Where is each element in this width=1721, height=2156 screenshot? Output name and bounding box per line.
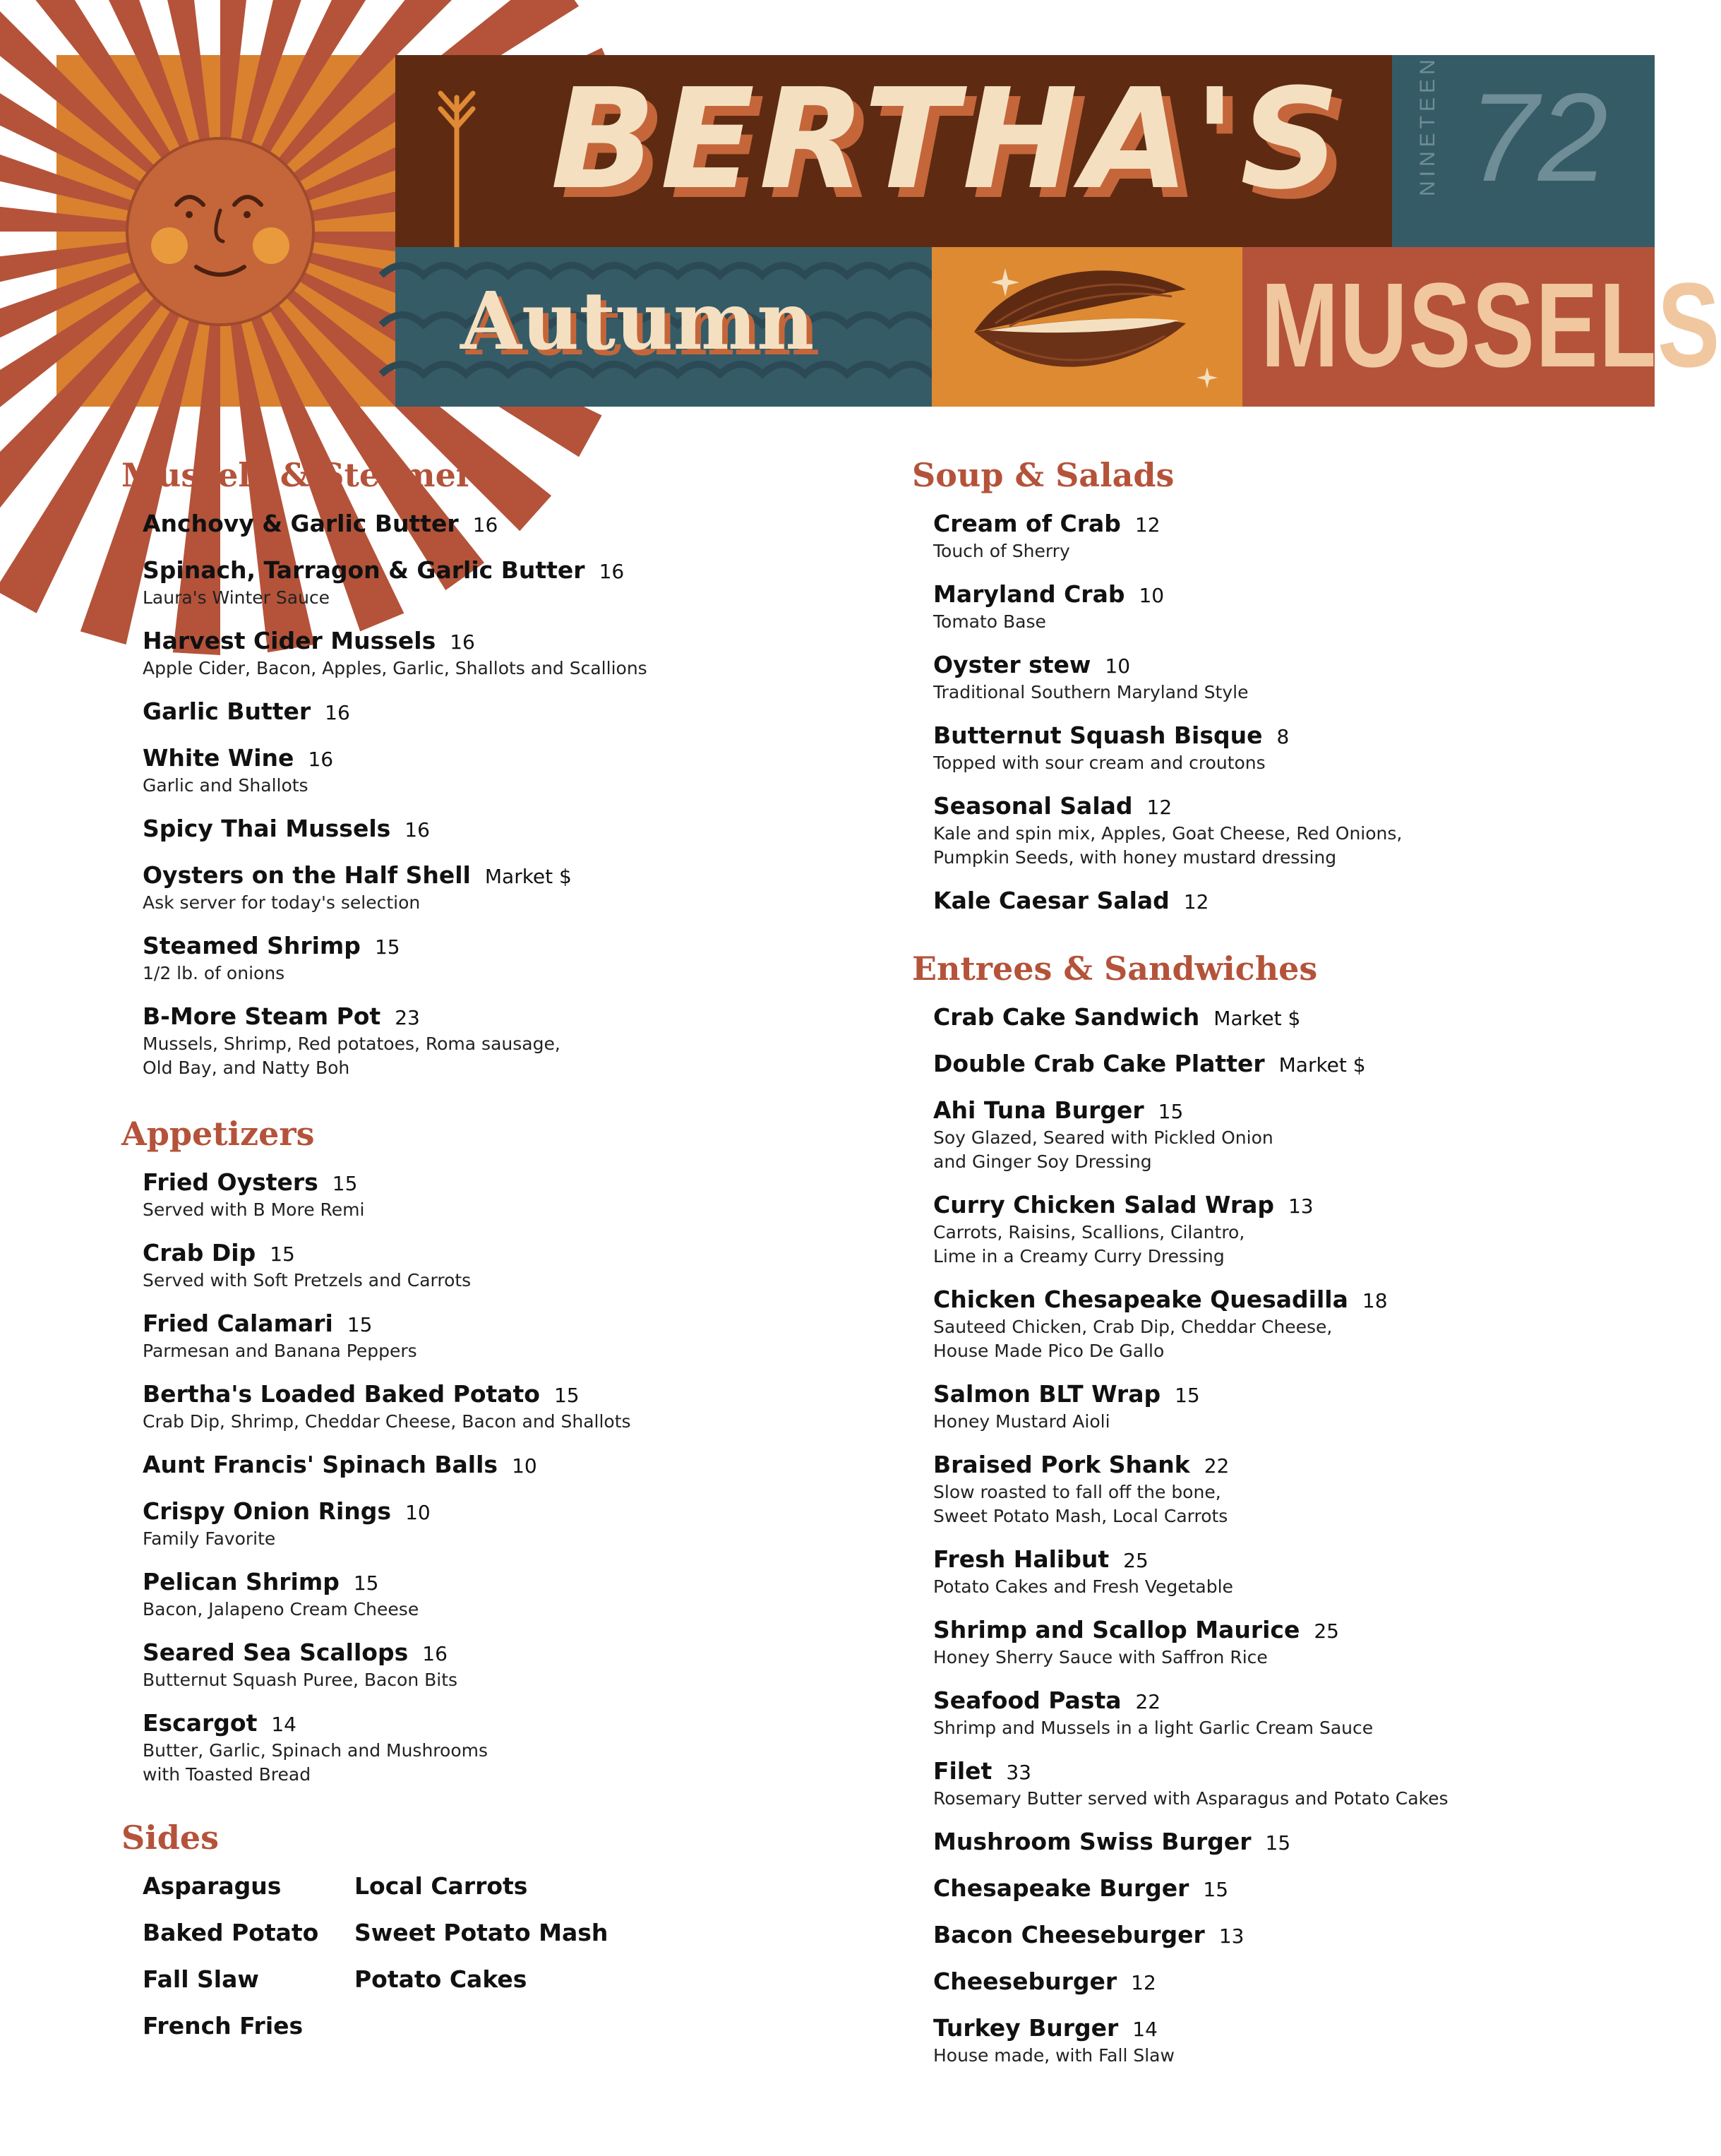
menu-item-aunt-francis-spinach-balls: [143, 1451, 537, 1480]
menu-item-price: 10: [405, 1501, 431, 1524]
menu-item-line: [143, 1002, 560, 1032]
menu-item-price: 12: [1131, 1971, 1156, 1994]
menu-item-line: [143, 1310, 417, 1339]
menu-item-description: Served with B More Remi: [143, 1199, 365, 1220]
menu-item-description: Shrimp and Mussels in a light Garlic Cream Sauce: [933, 1718, 1374, 1738]
menu-item-fried-oysters: [143, 1168, 364, 1222]
menu-item-fried-calamari: [143, 1310, 417, 1363]
menu-item-shrimp-and-scallop-maurice: [933, 1616, 1339, 1670]
menu-item-description: Kale and spin mix, Apples, Goat Cheese, Red Onions,: [933, 823, 1403, 844]
season-label: Autumn: [460, 275, 815, 368]
menu-item-line: [143, 697, 350, 727]
restaurant-name: BERTHA'S: [551, 59, 1344, 220]
menu-item-description: Crab Dip, Shrimp, Cheddar Cheese, Bacon and Shallots: [143, 1411, 631, 1432]
menu-item-price: 15: [353, 1571, 379, 1595]
menu-item-name: B-More Steam Pot: [143, 1002, 381, 1030]
menu-item-name: Aunt Francis' Spinach Balls: [143, 1451, 498, 1478]
brand-panel: [395, 55, 1392, 247]
menu-item-spicy-thai-mussels: [143, 815, 430, 844]
menu-item-name: Harvest Cider Mussels: [143, 627, 436, 654]
menu-item-line: [933, 792, 1402, 822]
menu-item-line: [933, 580, 1164, 610]
menu-item-line: [933, 510, 1161, 539]
wave-panel: [395, 247, 932, 407]
menu-item-price: 16: [404, 818, 430, 842]
menu-item-line: [143, 744, 333, 774]
section-title-sides: Sides: [121, 1819, 220, 1857]
menu-item-name: Fresh Halibut: [933, 1545, 1110, 1573]
menu-item-price: 25: [1314, 1619, 1339, 1643]
menu-item-name: Ahi Tuna Burger: [933, 1096, 1144, 1124]
menu-item-curry-chicken-salad-wrap: [933, 1191, 1314, 1269]
menu-item-chesapeake-burger: [933, 1874, 1228, 1904]
menu-item-description: Rosemary Butter served with Asparagus and Potato Cakes: [933, 1788, 1449, 1809]
menu-item-description: Pumpkin Seeds, with honey mustard dressing: [933, 847, 1337, 868]
menu-item-double-crab-cake-platter: [933, 1050, 1366, 1079]
menu-item-line: [933, 1286, 1388, 1315]
menu-item-bertha-s-loaded-baked-potato: [143, 1380, 631, 1434]
menu-item-chicken-chesapeake-quesadilla: [933, 1286, 1388, 1363]
menu-item-filet: [933, 1757, 1449, 1811]
menu-item-price: 22: [1204, 1454, 1230, 1478]
menu-item-line: [143, 510, 498, 539]
menu-item-pelican-shrimp: [143, 1568, 419, 1622]
menu-item-price: Market $: [484, 865, 572, 888]
menu-item-line: [143, 1168, 364, 1198]
menu-item-price: 15: [374, 935, 400, 959]
menu-item-price: 15: [1203, 1878, 1229, 1901]
menu-item-description: Topped with sour cream and croutons: [933, 753, 1266, 773]
menu-item-price: 15: [553, 1384, 580, 1407]
menu-item-name: Spicy Thai Mussels: [143, 815, 391, 842]
menu-item-line: [143, 861, 572, 891]
menu-item-line: [933, 721, 1289, 751]
menu-item-name: Fried Oysters: [143, 1168, 318, 1196]
menu-item-salmon-blt-wrap: [933, 1380, 1200, 1434]
menu-item-line: [143, 1497, 431, 1527]
menu-item-name: Cheeseburger: [933, 1968, 1117, 1995]
menu-item-name: Crab Dip: [143, 1239, 256, 1266]
menu-item-price: Market $: [1278, 1053, 1366, 1077]
year-word: NINETEEN: [1416, 55, 1439, 196]
menu-item-bacon-cheeseburger: [933, 1921, 1244, 1951]
menu-item-line: [143, 1709, 488, 1739]
menu-item-name: Oyster stew: [933, 651, 1091, 678]
menu-item-description: Carrots, Raisins, Scallions, Cilantro,: [933, 1222, 1245, 1242]
mussel-panel: [932, 247, 1242, 407]
menu-item-description: 1/2 lb. of onions: [143, 963, 285, 983]
menu-item-name: Seafood Pasta: [933, 1687, 1122, 1714]
menu-item-oysters-on-the-half-shell: [143, 861, 572, 915]
menu-item-price: 18: [1362, 1289, 1388, 1312]
menu-item-escargot: [143, 1709, 488, 1787]
menu-item-description: Ask server for today's selection: [143, 892, 421, 913]
menu-item-line: [143, 627, 647, 657]
menu-item-oyster-stew: [933, 651, 1248, 705]
menu-item-description: Touch of Sherry: [933, 541, 1070, 561]
sun-panel: [56, 55, 395, 407]
menu-item-price: 13: [1288, 1194, 1314, 1218]
menu-item-name: Curry Chicken Salad Wrap: [933, 1191, 1274, 1218]
menu-item-line: [933, 1451, 1229, 1480]
menu-item-name: Crab Cake Sandwich: [933, 1003, 1200, 1031]
menu-item-seafood-pasta: [933, 1687, 1373, 1740]
menu-item-seared-sea-scallops: [143, 1639, 457, 1692]
menu-item-name: Bertha's Loaded Baked Potato: [143, 1380, 540, 1408]
menu-item-name: Double Crab Cake Platter: [933, 1050, 1265, 1077]
menu-item-line: [143, 1380, 631, 1410]
menu-item-line: [143, 932, 400, 962]
menu-item-line: [933, 1616, 1339, 1646]
menu-item-description: Served with Soft Pretzels and Carrots: [143, 1270, 472, 1290]
menu-item-price: 22: [1135, 1690, 1161, 1713]
mussel-shell-icon: [932, 247, 1242, 407]
menu-item-price: 15: [270, 1242, 295, 1266]
menu-item-cheeseburger: [933, 1968, 1156, 1997]
menu-item-price: 15: [1265, 1831, 1291, 1855]
menu-item-description: House made, with Fall Slaw: [933, 2045, 1175, 2066]
menu-item-price: 33: [1006, 1761, 1031, 1784]
menu-item-price: 12: [1183, 890, 1209, 914]
menu-item-name: Butternut Squash Bisque: [933, 721, 1263, 749]
menu-item-price: 14: [1132, 2018, 1158, 2041]
menu-item-description: Traditional Southern Maryland Style: [933, 682, 1249, 702]
menu-item-price: 16: [325, 701, 350, 724]
menu-item-b-more-steam-pot: [143, 1002, 560, 1080]
menu-item-description: Sweet Potato Mash, Local Carrots: [933, 1506, 1228, 1526]
menu-item-description: Family Favorite: [143, 1528, 276, 1549]
side-item-baked-potato: Baked Potato: [143, 1919, 319, 1946]
menu-item-seasonal-salad: [933, 792, 1402, 870]
menu-banner: [56, 55, 1721, 407]
menu-item-price: 12: [1134, 513, 1161, 537]
menu-item-price: 15: [1175, 1384, 1200, 1407]
menu-item-ahi-tuna-burger: [933, 1096, 1273, 1174]
menu-item-description: Soy Glazed, Seared with Pickled Onion: [933, 1127, 1273, 1148]
menu-item-line: [933, 1003, 1300, 1033]
menu-item-description: Old Bay, and Natty Boh: [143, 1058, 350, 1078]
menu-item-price: 10: [1139, 584, 1165, 607]
menu-item-mushroom-swiss-burger: [933, 1828, 1290, 1857]
menu-item-price: 25: [1123, 1549, 1149, 1572]
menu-item-name: Cream of Crab: [933, 510, 1121, 537]
menu-item-price: 15: [332, 1172, 358, 1195]
menu-item-description: Mussels, Shrimp, Red potatoes, Roma sausage,: [143, 1034, 560, 1054]
menu-item-price: Market $: [1213, 1007, 1301, 1030]
menu-item-name: Garlic Butter: [143, 697, 311, 725]
menu-item-braised-pork-shank: [933, 1451, 1229, 1528]
menu-item-line: [933, 1687, 1373, 1716]
mussels-label: MUSSELS: [1261, 258, 1721, 393]
menu-item-name: Steamed Shrimp: [143, 932, 361, 959]
menu-item-line: [933, 651, 1248, 681]
menu-item-name: Turkey Burger: [933, 2014, 1119, 2042]
menu-item-price: 13: [1218, 1924, 1245, 1948]
menu-item-name: Seared Sea Scallops: [143, 1639, 409, 1666]
menu-item-name: Fried Calamari: [143, 1310, 333, 1337]
menu-item-name: Kale Caesar Salad: [933, 887, 1170, 914]
menu-item-steamed-shrimp: [143, 932, 400, 986]
menu-item-description: Apple Cider, Bacon, Apples, Garlic, Shallots and Scallions: [143, 658, 647, 678]
menu-item-name: Salmon BLT Wrap: [933, 1380, 1161, 1408]
year-number: 72: [1468, 67, 1608, 208]
menu-item-price: 8: [1276, 725, 1290, 748]
menu-item-name: Anchovy & Garlic Butter: [143, 510, 459, 537]
section-title-appetizers: Appetizers: [121, 1115, 315, 1153]
menu-item-description: with Toasted Bread: [143, 1764, 311, 1785]
menu-item-line: [933, 2014, 1175, 2044]
menu-item-description: Bacon, Jalapeno Cream Cheese: [143, 1599, 419, 1619]
menu-item-name: Chicken Chesapeake Quesadilla: [933, 1286, 1348, 1313]
menu-item-price: 12: [1146, 796, 1173, 819]
menu-item-line: [933, 1874, 1228, 1904]
menu-item-name: Bacon Cheeseburger: [933, 1921, 1205, 1948]
side-item-fall-slaw: Fall Slaw: [143, 1965, 259, 1993]
menu-item-description: Tomato Base: [933, 611, 1046, 632]
menu-item-name: White Wine: [143, 744, 294, 772]
year-panel: [1392, 55, 1655, 247]
menu-item-crab-cake-sandwich: [933, 1003, 1300, 1033]
section-title-entrees: Entrees & Sandwiches: [912, 950, 1318, 988]
menu-item-price: 16: [599, 560, 625, 583]
mussels-panel: [1242, 247, 1721, 407]
side-item-potato-cakes: Potato Cakes: [354, 1965, 527, 1993]
side-item-sweet-potato-mash: Sweet Potato Mash: [354, 1919, 608, 1946]
menu-item-name: Mushroom Swiss Burger: [933, 1828, 1252, 1855]
menu-item-garlic-butter: [143, 697, 350, 727]
menu-item-line: [143, 1451, 537, 1480]
menu-item-line: [933, 1191, 1314, 1221]
menu-item-crab-dip: [143, 1239, 471, 1293]
menu-item-cream-of-crab: [933, 510, 1161, 563]
menu-item-name: Maryland Crab: [933, 580, 1125, 608]
side-item-french-fries: French Fries: [143, 2012, 304, 2040]
section-title-mussels: Mussels & Steamers: [121, 456, 491, 494]
menu-item-description: Honey Sherry Sauce with Saffron Rice: [933, 1647, 1268, 1667]
menu-item-name: Spinach, Tarragon & Garlic Butter: [143, 556, 585, 584]
menu-item-description: Sauteed Chicken, Crab Dip, Cheddar Cheese,: [933, 1317, 1333, 1337]
menu-item-price: 16: [422, 1642, 448, 1665]
menu-item-spinach-tarragon-garlic-butter: [143, 556, 624, 610]
menu-item-description: Honey Mustard Aioli: [933, 1411, 1110, 1432]
menu-item-name: Braised Pork Shank: [933, 1451, 1190, 1478]
menu-item-description: Parmesan and Banana Peppers: [143, 1341, 417, 1361]
menu-item-description: Lime in a Creamy Curry Dressing: [933, 1246, 1225, 1266]
menu-item-name: Oysters on the Half Shell: [143, 861, 471, 889]
menu-item-line: [933, 1921, 1244, 1951]
menu-item-kale-caesar-salad: [933, 887, 1209, 916]
sun-face-icon: [56, 55, 395, 407]
menu-item-turkey-burger: [933, 2014, 1175, 2068]
menu-item-line: [933, 1757, 1449, 1787]
menu-item-line: [933, 1096, 1273, 1126]
menu-item-anchovy-garlic-butter: [143, 510, 498, 539]
menu-item-name: Crispy Onion Rings: [143, 1497, 392, 1525]
menu-item-name: Chesapeake Burger: [933, 1874, 1189, 1902]
menu-item-line: [143, 556, 624, 586]
menu-item-price: 15: [347, 1313, 373, 1336]
menu-item-price: 16: [472, 513, 498, 537]
menu-item-line: [933, 1545, 1233, 1575]
menu-item-line: [933, 887, 1209, 916]
menu-item-price: 10: [512, 1454, 537, 1478]
menu-item-name: Pelican Shrimp: [143, 1568, 340, 1595]
menu-item-description: Laura's Winter Sauce: [143, 587, 330, 608]
section-title-soups: Soup & Salads: [912, 456, 1175, 494]
menu-item-line: [143, 1568, 419, 1598]
menu-item-line: [933, 1380, 1200, 1410]
menu-item-price: 16: [450, 630, 475, 654]
menu-item-butternut-squash-bisque: [933, 721, 1289, 775]
menu-item-description: House Made Pico De Gallo: [933, 1341, 1165, 1361]
side-item-asparagus: Asparagus: [143, 1872, 282, 1900]
menu-item-name: Filet: [933, 1757, 993, 1785]
menu-item-line: [143, 1639, 457, 1668]
menu-item-description: Garlic and Shallots: [143, 775, 308, 796]
menu-item-line: [143, 1239, 471, 1269]
menu-item-description: Butternut Squash Puree, Bacon Bits: [143, 1670, 458, 1690]
menu-item-white-wine: [143, 744, 333, 798]
menu-item-fresh-halibut: [933, 1545, 1233, 1599]
menu-item-description: Butter, Garlic, Spinach and Mushrooms: [143, 1740, 488, 1761]
menu-item-name: Shrimp and Scallop Maurice: [933, 1616, 1300, 1643]
menu-item-line: [933, 1050, 1366, 1079]
menu-item-price: 10: [1105, 654, 1131, 678]
menu-item-price: 14: [271, 1713, 296, 1736]
menu-item-price: 16: [308, 748, 334, 771]
menu-item-description: Potato Cakes and Fresh Vegetable: [933, 1576, 1233, 1597]
menu-item-price: 23: [395, 1006, 420, 1029]
menu-item-line: [143, 815, 430, 844]
menu-item-name: Escargot: [143, 1709, 258, 1737]
menu-item-description: Slow roasted to fall off the bone,: [933, 1482, 1221, 1502]
menu-item-name: Seasonal Salad: [933, 792, 1133, 820]
menu-item-line: [933, 1968, 1156, 1997]
side-item-local-carrots: Local Carrots: [354, 1872, 528, 1900]
menu-item-harvest-cider-mussels: [143, 627, 647, 681]
menu-item-line: [933, 1828, 1290, 1857]
menu-item-maryland-crab: [933, 580, 1164, 634]
menu-item-crispy-onion-rings: [143, 1497, 431, 1551]
menu-item-price: 15: [1158, 1100, 1184, 1123]
menu-item-description: and Ginger Soy Dressing: [933, 1151, 1152, 1172]
